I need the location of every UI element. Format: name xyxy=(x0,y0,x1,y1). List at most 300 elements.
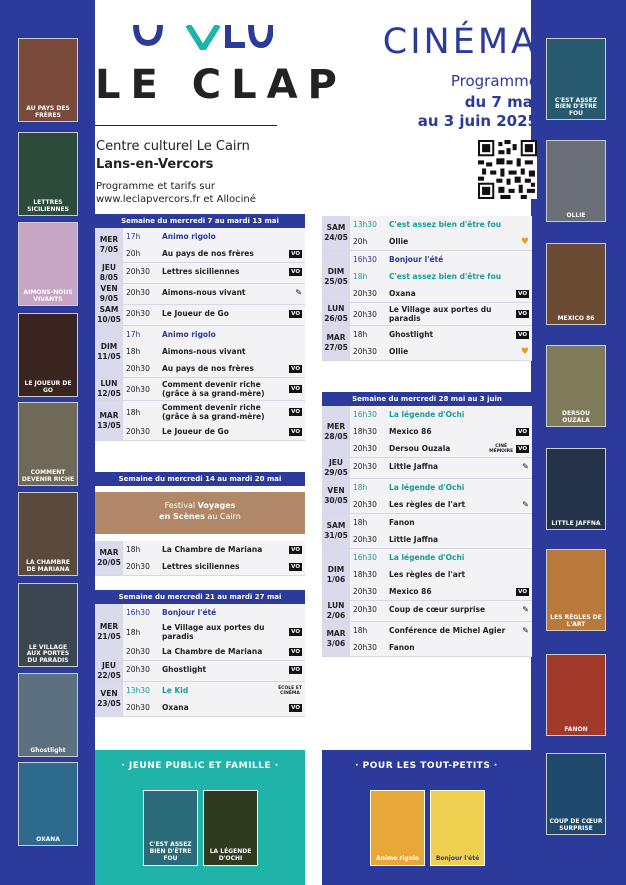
sessions-list xyxy=(123,378,305,400)
promo-tout-petits[interactable] xyxy=(322,750,531,885)
session-film[interactable]: La légende d'Ochi xyxy=(389,410,465,419)
sessions-list xyxy=(350,514,532,548)
sessions-list xyxy=(350,601,532,621)
sessions-list xyxy=(123,401,305,440)
session-time: 16h30 xyxy=(353,410,377,419)
session-time: 20h30 xyxy=(126,647,150,656)
session-film[interactable]: Mexico 86 xyxy=(389,587,432,596)
festival-line-1 xyxy=(95,500,305,511)
sessions-list xyxy=(123,541,305,575)
day-label xyxy=(322,549,350,600)
film-poster-left[interactable]: LA CHAMBRE DE MARIANA xyxy=(18,492,78,576)
session-row[interactable] xyxy=(123,558,305,575)
session-film[interactable]: Little Jaffna xyxy=(389,462,439,471)
session-row[interactable] xyxy=(350,326,532,343)
session-film[interactable]: Oxana xyxy=(162,703,189,712)
vo-badge: VO xyxy=(291,365,300,372)
tarifs-text xyxy=(96,180,256,206)
event-icon: ✎ xyxy=(522,500,529,509)
day-name: LUN xyxy=(327,304,345,313)
session-row[interactable] xyxy=(350,458,532,475)
day-label xyxy=(322,514,350,548)
session-row[interactable] xyxy=(123,228,305,245)
day-row xyxy=(322,601,532,622)
label-badge: ÉCOLE ET CINÉMA xyxy=(278,685,302,696)
session-row[interactable] xyxy=(350,251,532,268)
film-poster-right[interactable]: C'EST ASSEZ BIEN D'ÊTRE FOU xyxy=(546,38,606,120)
session-film[interactable]: Ollie xyxy=(389,237,409,246)
session-row[interactable] xyxy=(350,531,532,548)
day-name: SAM xyxy=(99,305,119,314)
session-row[interactable] xyxy=(350,639,532,656)
day-date: 2/06 xyxy=(326,611,346,620)
vo-badge: VO xyxy=(518,331,527,338)
session-row[interactable] xyxy=(350,514,532,531)
session-time: 20h30 xyxy=(353,587,377,596)
session-film[interactable]: La légende d'Ochi xyxy=(389,483,465,492)
sessions-list xyxy=(350,326,532,360)
day-label xyxy=(322,479,350,513)
session-time: 18h xyxy=(353,330,368,339)
session-time: 20h xyxy=(353,237,368,246)
session-time: 17h xyxy=(126,330,141,339)
tarifs-line-2[interactable]: www.leclapvercors.fr et Allociné xyxy=(96,194,256,205)
session-film[interactable]: Ghostlight xyxy=(162,665,207,674)
day-row xyxy=(95,401,305,441)
session-film[interactable]: Mexico 86 xyxy=(389,427,432,436)
session-film[interactable]: Bonjour l'été xyxy=(389,255,444,264)
week-2-header: Semaine du mercredi 14 au mardi 20 mai xyxy=(95,472,305,486)
session-time: 17h xyxy=(126,232,141,241)
session-row[interactable] xyxy=(123,245,305,262)
day-name: VEN xyxy=(100,689,118,698)
label-badge: CINÉ MÉMOIRE xyxy=(489,443,514,454)
day-label xyxy=(95,284,123,304)
day-name: LUN xyxy=(327,601,345,610)
promo-tout-petits-title: · POUR LES TOUT-PETITS · xyxy=(355,761,498,771)
sessions-list xyxy=(123,228,305,262)
festival-line-2 xyxy=(95,511,305,522)
session-film[interactable]: Coup de cœur surprise xyxy=(389,605,486,614)
day-name: MAR xyxy=(99,548,119,557)
promo-poster-3[interactable]: Animo rigolo xyxy=(370,790,425,866)
session-film[interactable]: Le Kid xyxy=(162,686,189,695)
session-time: 20h30 xyxy=(353,347,377,356)
day-row xyxy=(95,604,305,661)
session-film[interactable]: Les règles de l'art xyxy=(389,570,466,579)
session-time: 13h30 xyxy=(126,686,150,695)
day-row xyxy=(95,284,305,305)
day-name: DIM xyxy=(327,266,345,276)
session-film[interactable]: Les règles de l'art xyxy=(389,500,466,509)
film-poster-right[interactable]: MEXICO 86 xyxy=(546,243,606,325)
film-poster-right[interactable]: LITTLE JAFFNA xyxy=(546,448,606,530)
session-row[interactable] xyxy=(123,360,305,377)
session-time: 20h30 xyxy=(126,384,150,394)
sessions-list xyxy=(123,263,305,283)
day-row xyxy=(95,263,305,284)
day-row xyxy=(95,326,305,378)
session-row[interactable] xyxy=(123,423,305,440)
session-time: 18h xyxy=(353,272,368,281)
session-row[interactable] xyxy=(123,263,305,280)
day-name: MER xyxy=(326,421,346,431)
day-label xyxy=(95,326,123,377)
session-row[interactable] xyxy=(123,305,305,322)
session-film[interactable]: Little Jaffna xyxy=(389,535,439,544)
day-date: 23/05 xyxy=(97,699,121,708)
sessions-list xyxy=(350,622,532,656)
session-film[interactable]: Bonjour l'été xyxy=(162,608,217,617)
day-label xyxy=(322,458,350,478)
session-time: 20h30 xyxy=(126,665,150,674)
cinema-title: CINÉMA xyxy=(382,22,538,62)
day-date: 24/05 xyxy=(324,233,348,242)
session-time: 13h30 xyxy=(353,220,377,229)
day-name: MAR xyxy=(326,333,346,342)
vo-badge: VO xyxy=(291,704,300,711)
session-row[interactable] xyxy=(350,622,532,639)
promo-poster-2[interactable]: LA LÉGENDE D'OCHI xyxy=(203,790,258,866)
day-name: DIM xyxy=(100,341,118,351)
session-film[interactable]: Animo rigolo xyxy=(162,232,216,241)
day-date: 26/05 xyxy=(324,314,348,323)
session-time: 18h xyxy=(126,347,141,356)
day-row xyxy=(322,303,532,326)
film-poster-left[interactable]: LE VILLAGE AUX PORTES DU PARADIS xyxy=(18,583,78,667)
session-film[interactable]: Lettres siciliennes xyxy=(162,562,240,571)
session-row[interactable] xyxy=(123,682,305,699)
vo-badge: VO xyxy=(291,648,300,655)
week-5-days xyxy=(322,406,532,657)
day-name: SAM xyxy=(326,521,346,530)
day-name: VEN xyxy=(327,486,345,495)
programme-label: Programme xyxy=(450,72,538,90)
session-time: 18h xyxy=(126,545,141,554)
session-film[interactable]: Le Village aux portes du paradis xyxy=(162,623,265,641)
day-name: JEU xyxy=(101,661,116,670)
session-row[interactable] xyxy=(350,285,532,302)
session-film[interactable]: Conférence de Michel Agier xyxy=(389,626,506,635)
session-time: 20h30 xyxy=(353,643,377,652)
event-icon: ✎ xyxy=(522,605,529,614)
heart-icon: ♥ xyxy=(520,346,529,357)
session-time: 20h30 xyxy=(353,462,377,471)
sessions-list xyxy=(350,216,532,250)
session-row[interactable] xyxy=(350,496,532,513)
session-time: 18h xyxy=(126,627,141,637)
day-row xyxy=(322,479,532,514)
day-date: 13/05 xyxy=(97,420,121,430)
festival-label: Festival xyxy=(164,501,198,510)
film-poster-left[interactable]: COMMENT DEVENIR RICHE xyxy=(18,402,78,486)
session-row[interactable] xyxy=(350,303,532,325)
tarifs-line-1: Programme et tarifs sur xyxy=(96,181,216,192)
vo-badge: VO xyxy=(518,445,527,452)
session-film[interactable]: Comment devenir riche (grâce à sa grand-mère) xyxy=(162,403,265,421)
session-time: 20h30 xyxy=(126,288,150,297)
film-poster-left[interactable]: Ghostlight xyxy=(18,673,78,757)
day-row xyxy=(322,216,532,251)
film-poster-left[interactable]: LE JOUEUR DE GO xyxy=(18,313,78,397)
film-poster-right[interactable]: OLLIE xyxy=(546,140,606,222)
session-film[interactable]: Lettres siciliennes xyxy=(162,267,240,276)
date-range-end: au 3 juin 2025 xyxy=(417,112,538,130)
day-date: 3/06 xyxy=(326,639,346,648)
session-row[interactable] xyxy=(123,621,305,643)
day-row xyxy=(322,458,532,479)
session-row[interactable] xyxy=(350,440,532,457)
day-date: 11/05 xyxy=(97,351,121,361)
session-time: 18h30 xyxy=(353,570,377,579)
vo-badge: VO xyxy=(518,428,527,435)
day-label xyxy=(95,401,123,440)
session-row[interactable] xyxy=(123,643,305,660)
session-time: 20h30 xyxy=(353,309,377,319)
vo-badge: VO xyxy=(291,409,300,415)
film-poster-left[interactable]: LETTRES SICILIENNES xyxy=(18,132,78,216)
day-date: 27/05 xyxy=(324,343,348,352)
session-row[interactable] xyxy=(123,541,305,558)
day-name: SAM xyxy=(326,223,346,232)
day-row xyxy=(95,305,305,326)
session-time: 16h30 xyxy=(353,553,377,562)
session-row[interactable] xyxy=(123,326,305,343)
session-row[interactable] xyxy=(350,566,532,583)
session-film[interactable]: La légende d'Ochi xyxy=(389,553,465,562)
week-2-days-block xyxy=(95,541,305,576)
session-time: 20h30 xyxy=(126,703,150,712)
day-row xyxy=(322,514,532,549)
week-5-header: Semaine du mercredi 28 mai au 3 juin xyxy=(322,392,532,406)
session-time: 18h xyxy=(353,626,368,635)
sessions-list xyxy=(123,604,305,660)
day-date: 31/05 xyxy=(324,531,348,540)
session-time: 20h30 xyxy=(353,289,377,298)
session-time: 16h30 xyxy=(353,255,377,264)
session-film[interactable]: Oxana xyxy=(389,289,416,298)
week-2-days xyxy=(95,541,305,576)
film-poster-left[interactable]: AIMONS-NOUS VIVANTS xyxy=(18,222,78,306)
day-name: DIM xyxy=(327,564,345,574)
session-film[interactable]: Ghostlight xyxy=(389,330,434,339)
session-row[interactable] xyxy=(123,699,305,716)
session-film[interactable]: C'est assez bien d'être fou xyxy=(389,272,502,281)
day-label xyxy=(95,682,123,716)
session-row[interactable] xyxy=(350,583,532,600)
session-film[interactable]: La Chambre de Mariana xyxy=(162,545,263,554)
week-4-schedule xyxy=(322,216,532,361)
day-label xyxy=(95,661,123,681)
session-row[interactable] xyxy=(350,216,532,233)
qr-code-icon[interactable] xyxy=(478,140,537,199)
session-film[interactable]: Aimons-nous vivant xyxy=(162,288,246,297)
session-row[interactable] xyxy=(350,423,532,440)
week-2-schedule xyxy=(95,472,305,486)
film-poster-left[interactable]: OXANA xyxy=(18,762,78,846)
day-date: 10/05 xyxy=(97,315,121,324)
week-4-days xyxy=(322,216,532,361)
session-row[interactable] xyxy=(123,401,305,423)
film-poster-left[interactable]: AU PAYS DES FRÈRES xyxy=(18,38,78,122)
day-row xyxy=(95,378,305,401)
day-label xyxy=(95,541,123,575)
session-film[interactable]: Le Village aux portes du paradis xyxy=(389,305,492,323)
session-time: 20h30 xyxy=(353,500,377,509)
day-row xyxy=(322,622,532,657)
day-row xyxy=(322,549,532,601)
day-name: MAR xyxy=(326,629,346,638)
sessions-list xyxy=(350,479,532,513)
film-poster-right[interactable]: DERSOU OUZALA xyxy=(546,345,606,427)
logo-rule xyxy=(95,125,277,126)
session-film[interactable]: Ollie xyxy=(389,347,409,356)
session-row[interactable] xyxy=(123,661,305,678)
session-time: 20h30 xyxy=(353,444,377,453)
day-row xyxy=(95,228,305,263)
day-label xyxy=(322,251,350,302)
event-icon: ✎ xyxy=(295,288,302,297)
day-date: 29/05 xyxy=(324,468,348,477)
day-label xyxy=(95,305,123,325)
day-name: MER xyxy=(99,622,119,631)
sessions-list xyxy=(350,303,532,325)
day-label xyxy=(95,604,123,660)
session-row[interactable] xyxy=(123,284,305,301)
day-row xyxy=(95,541,305,576)
vo-badge: VO xyxy=(291,386,300,392)
session-row[interactable] xyxy=(350,479,532,496)
day-date: 25/05 xyxy=(324,276,348,286)
session-film[interactable]: Dersou Ouzala xyxy=(389,444,451,453)
day-label xyxy=(95,263,123,283)
sessions-list xyxy=(123,284,305,304)
vo-badge: VO xyxy=(291,563,300,570)
sessions-list xyxy=(123,682,305,716)
day-label xyxy=(95,378,123,400)
vo-badge: VO xyxy=(518,311,527,317)
logo-text: LE CLAP xyxy=(95,62,347,108)
sessions-list xyxy=(123,305,305,325)
vo-badge: VO xyxy=(518,290,527,297)
day-label xyxy=(322,601,350,621)
week-5-schedule xyxy=(322,392,532,657)
session-film[interactable]: La Chambre de Mariana xyxy=(162,647,263,656)
day-row xyxy=(322,251,532,303)
film-poster-right[interactable]: COUP DE CŒUR SURPRISE xyxy=(546,753,606,835)
vo-badge: VO xyxy=(291,268,300,275)
day-date: 28/05 xyxy=(324,431,348,441)
session-film[interactable]: Aimons-nous vivant xyxy=(162,347,246,356)
week-3-header: Semaine du mercredi 21 au mardi 27 mai xyxy=(95,590,305,604)
promo-poster-4[interactable]: Bonjour l'été xyxy=(430,790,485,866)
session-film[interactable]: Le Joueur de Go xyxy=(162,427,229,436)
day-row xyxy=(95,661,305,682)
session-row[interactable] xyxy=(123,604,305,621)
week-3-days xyxy=(95,604,305,717)
day-date: 9/05 xyxy=(99,294,119,303)
day-date: 20/05 xyxy=(97,558,121,567)
festival-name-part-1: Voyages xyxy=(197,501,236,510)
event-icon: ✎ xyxy=(522,462,529,471)
sessions-list xyxy=(350,406,532,457)
day-label xyxy=(322,406,350,457)
session-row[interactable] xyxy=(350,343,532,360)
vo-badge: VO xyxy=(518,588,527,595)
day-date: 1/06 xyxy=(326,574,346,584)
session-film[interactable]: Animo rigolo xyxy=(162,330,216,339)
center-name: Centre culturel Le Cairn xyxy=(96,139,250,154)
session-film[interactable]: Au pays de nos frères xyxy=(162,364,254,373)
sessions-list xyxy=(350,458,532,478)
day-date: 22/05 xyxy=(97,671,121,680)
week-1-schedule xyxy=(95,214,305,441)
day-row xyxy=(95,682,305,717)
session-film[interactable]: Comment devenir riche (grâce à sa grand-mère) xyxy=(162,380,265,398)
session-row[interactable] xyxy=(350,268,532,285)
session-time: 18h xyxy=(353,483,368,492)
event-icon: ✎ xyxy=(522,626,529,635)
day-date: 21/05 xyxy=(97,632,121,641)
session-time: 18h30 xyxy=(353,427,377,436)
session-time: 20h30 xyxy=(353,535,377,544)
promo-jeune-public[interactable] xyxy=(95,750,305,885)
session-time: 20h xyxy=(126,249,141,258)
session-row[interactable] xyxy=(350,601,532,618)
session-time: 18h xyxy=(126,407,141,417)
session-row[interactable] xyxy=(350,549,532,566)
day-row xyxy=(322,326,532,361)
session-film[interactable]: Le Joueur de Go xyxy=(162,309,229,318)
film-poster-right[interactable]: FANON xyxy=(546,654,606,736)
week-1-header: Semaine du mercredi 7 au mardi 13 mai xyxy=(95,214,305,228)
day-name: JEU xyxy=(328,458,343,467)
day-label xyxy=(322,216,350,250)
promo-jeune-public-title: · JEUNE PUBLIC ET FAMILLE · xyxy=(121,761,279,771)
date-range-start: du 7 mai xyxy=(464,93,538,111)
session-time: 20h30 xyxy=(126,267,150,276)
day-date: 12/05 xyxy=(97,389,121,398)
session-row[interactable] xyxy=(123,343,305,360)
sessions-list xyxy=(123,661,305,681)
day-name: VEN xyxy=(100,284,118,293)
session-time: 20h30 xyxy=(126,562,150,571)
session-row[interactable] xyxy=(350,406,532,423)
logo-shapes-icon xyxy=(133,25,273,50)
film-poster-right[interactable]: LES RÈGLES DE L'ART xyxy=(546,549,606,631)
vo-badge: VO xyxy=(291,428,300,435)
session-film[interactable]: Fanon xyxy=(389,643,415,652)
festival-venue: au Cairn xyxy=(204,512,241,521)
session-film[interactable]: Fanon xyxy=(389,518,415,527)
day-label xyxy=(95,228,123,262)
session-time: 18h xyxy=(353,518,368,527)
week-3-schedule xyxy=(95,590,305,717)
center-town: Lans-en-Vercors xyxy=(96,157,214,172)
sessions-list xyxy=(350,549,532,600)
day-date: 8/05 xyxy=(99,273,119,282)
session-film[interactable]: C'est assez bien d'être fou xyxy=(389,220,502,229)
festival-banner[interactable] xyxy=(95,492,305,534)
session-row[interactable] xyxy=(350,233,532,250)
session-film[interactable]: Au pays de nos frères xyxy=(162,249,254,258)
day-row xyxy=(322,406,532,458)
session-time: 20h30 xyxy=(126,364,150,373)
promo-poster-1[interactable]: C'EST ASSEZ BIEN D'ÊTRE FOU xyxy=(143,790,198,866)
session-row[interactable] xyxy=(123,378,305,400)
festival-name-part-2: en Scènes xyxy=(159,512,205,521)
vo-badge: VO xyxy=(291,546,300,553)
